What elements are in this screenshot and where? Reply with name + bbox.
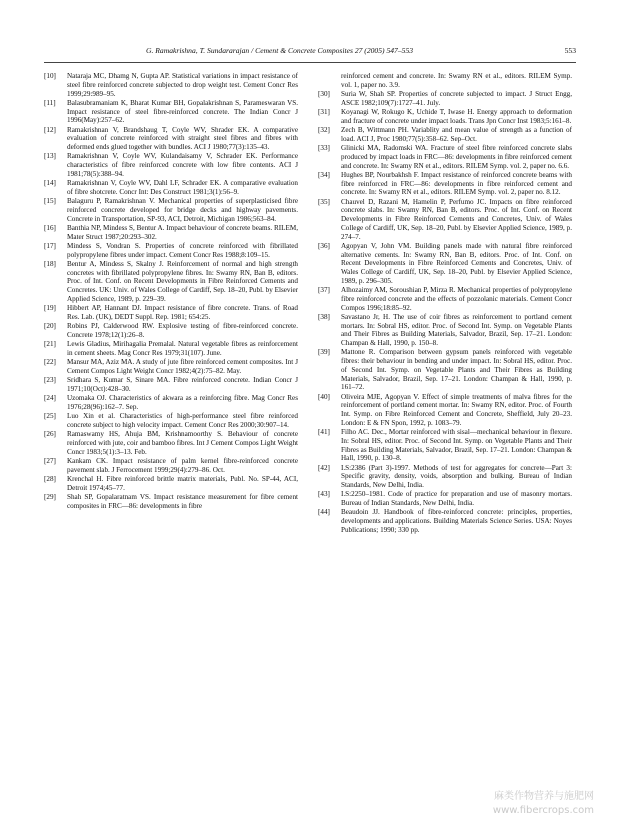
reference-item <box>44 430 298 456</box>
reference-text: Lewis Gladius, Mirihagalia Premalal. Natural vegetable fibres as reinforcement in cement sheets. Mag Concr Res 1979;31(107). June. <box>67 340 298 357</box>
reference-text: Mansur MA, Aziz MA. A study of jute fibre reinforced cement composites. Int J Cement Compos Light Weight Concr 1982;4(2):75–82. May. <box>67 358 298 375</box>
reference-text: Balasubramaniam K, Bharat Kumar BH, Gopalakrishnan S, Parameswaran VS. Impact resistance of steel fibre-reinforced concrete. The Indian Concr J 1996(May):257–62. <box>67 98 298 125</box>
reference-number: [23] <box>44 376 56 384</box>
reference-number: [26] <box>44 430 56 438</box>
reference-text: Filho AC. Dec., Mortar reinforced with sisal—mechanical behaviour in flexure. In: Sobral HS, editor. Proc. of Second Int. Symp. on Vegetable Plants and Their Fibres as Building Materials, Salvador, Brazil, Sep. 17–21. London: Champan & Hall, 1990, p. 130–8. <box>341 428 572 463</box>
reference-text: Ramakrishnan V, Brandshaug T, Coyle WV, Shrader EK. A comparative evaluation of concrete reinforced with straight steel fibres and fibres with deformed ends glued together with bundles. ACI J 1980;77(3):135–43. <box>67 125 298 151</box>
reference-text: Alhozaimy AM, Soroushian P, Mirza R. Mechanical properties of polypropylene fibre reinforced concrete and the effects of pozzolanic materials. Cement Concr Compos 1996;18:85–92. <box>341 286 572 312</box>
reference-number: [35] <box>318 197 330 206</box>
reference-item <box>44 394 298 412</box>
reference-text: Mindess S, Vondran S. Properties of concrete reinforced with fibrillated polypropylene fibres under impact. Cement Concr Res 1988;8:109–15. <box>67 241 298 259</box>
reference-text: Ramakrishnan V, Coyle WV, Dahl LF, Schrader EK. A comparative evaluation of fibre shotcrete. Concr Int: Des Construct 1981;3(1):56–9. <box>67 179 298 196</box>
reference-number: [10] <box>44 72 56 80</box>
reference-item <box>318 72 572 90</box>
reference-number: [33] <box>318 144 330 152</box>
reference-item <box>318 313 572 348</box>
reference-item <box>44 260 298 304</box>
reference-number: [34] <box>318 170 330 179</box>
running-head <box>0 46 620 58</box>
reference-text: Hibbert AP, Hannant DJ. Impact resistance of fibre concrete. Trans. of Road Res. Lab. (UK), DEDT Suppl. Rep. 1981; 654:25. <box>67 304 298 321</box>
reference-item <box>318 286 572 312</box>
reference-text: Nataraja MC, Dhamg N, Gupta AP. Statistical variations in impact resistance of steel fibre reinforced concrete subjected to drop weight test. Cement Concr Res 1999;29:989–95. <box>67 72 298 98</box>
watermark <box>493 790 594 818</box>
reference-number: [19] <box>44 304 56 312</box>
page-number: 553 <box>564 46 576 55</box>
reference-number: [30] <box>318 90 330 98</box>
reference-text: Chauvel D, Razani M, Hamelin P, Perfumo JC. Impacts on fibre reinforced concrete slabs. In: Swamy RN, Ban B, editors. Proc. of Int. Conf. on Recent Developments in Fibre Reinforced Cements and Concretes, Univ. of Wales College of Cardiff, UK, Sep. 18–20, Publ. by Elsevier Applied Science, 1989, p. 274–7. <box>341 197 572 241</box>
reference-text: Ramakrishnan V, Coyle WV, Kulandaisamy V, Schrader EK. Performance characteristics of fibre reinforced concrete with low fibre contents. ACI J 1981;78(5):388–94. <box>67 152 298 178</box>
reference-text: Ramaswamy HS, Ahuja BM, Krishnamoorthy S. Behaviour of concrete reinforced with jute, coir and bamboo fibres. Int J Cement Compos Light Weight Concr 1983;5(1):3–13. Feb. <box>67 430 298 456</box>
watermark-line-1: 麻类作物营养与施肥网 <box>494 791 594 802</box>
reference-item <box>44 412 298 430</box>
reference-text: Luo Xin et al. Characteristics of high-performance steel fibre reinforced concrete subject to high velocity impact. Cement Concr Res 2000;30:907–14. <box>67 412 298 429</box>
reference-item <box>318 171 572 197</box>
reference-text: Kankam CK. Impact resistance of palm kernel fibre-reinforced concrete pavement slab. J Ferrocement 1999;29(4):279–86. Oct. <box>67 456 298 474</box>
reference-text: Beaudoin JJ. Handbook of fibre-reinforced concrete: principles, properties, developments and applications. Building Materials Science Series. USA: Noyes Publications; 1990; 330 pp. <box>341 508 572 534</box>
reference-number: [41] <box>318 428 330 436</box>
reference-text: Balaguru P, Ramakrishnan V. Mechanical properties of superplasticised fibre reinforced concrete developed for bridge decks and highway pavements. Concrete in Transportation, SP-93, ACI, Detroit, Michigan 1986;563–84. <box>67 197 298 223</box>
reference-item <box>318 393 572 428</box>
reference-item <box>44 242 298 260</box>
reference-number: [22] <box>44 358 56 366</box>
reference-number: [29] <box>44 492 56 501</box>
reference-number: [15] <box>44 197 56 205</box>
reference-item <box>44 224 298 242</box>
reference-number: [24] <box>44 394 56 402</box>
reference-item <box>318 490 572 508</box>
reference-number: [39] <box>318 348 330 357</box>
references-left-column <box>44 72 298 511</box>
reference-text: Shah SP, Gopalaratnam VS. Impact resistance measurement for fibre cement composites in FRC—86: developments in fibre <box>67 492 298 510</box>
reference-item <box>44 197 298 223</box>
reference-item <box>44 493 298 511</box>
reference-text: Savastano Jr, H. The use of coir fibres as reinforcement to portland cement mortars. In: Sobral HS, editor. Proc. of Second Int. Symp. on Vegetable Plants and Their Fibres as Building Materials, Salvador, Brazil, Sep. 17–21. London: Champan & Hall, 1990, p. 150–8. <box>341 312 572 347</box>
reference-item <box>318 126 572 144</box>
reference-item <box>44 457 298 475</box>
reference-text: Zech B, Wittmann PH. Variablity and mean value of strength as a function of load. ACI J, Proc 1980;77(5):358–62. Sep–Oct. <box>341 126 572 143</box>
reference-item <box>44 340 298 358</box>
header-rule <box>44 62 576 63</box>
reference-text: Banthia NP, Mindess S, Bentur A. Impact behaviour of concrete beams. RILEM, Mater Struct 1987;20:293–302. <box>67 223 298 241</box>
reference-item <box>44 179 298 197</box>
reference-text: Sridhara S, Kumar S, Sinare MA. Fibre reinforced concrete. Indian Concr J 1971;10(Oct):428–30. <box>67 376 298 393</box>
reference-item <box>318 464 572 490</box>
reference-number: [14] <box>44 179 56 187</box>
reference-text: Oliveira MJE, Agopyan V. Effect of simple treatments of malva fibres for the reinforcement of portland cement mortar. In: Swamy RN, editor. Proc. of Fourth Int. Symp. on Fibre Reinforced Cement and Concrete, Sheffield, July 20–23. London: E & FN Spon, 1992, p. 1083–79. <box>341 392 572 427</box>
reference-text: Glinicki MA, Radomski WA. Fracture of steel fibre reinforced concrete slabs produced by impact loads in FRC—86: developments in fibre reinforced cement and concrete. In: Swamy RN et al., editors. RILEM Symp. vol. 2, paper no. 6.6. <box>341 144 572 170</box>
reference-number: [31] <box>318 108 330 116</box>
reference-number: [11] <box>44 98 56 107</box>
reference-text: Koyanagi W, Rokugo K, Uchide T, Iwase H. Energy approach to deformation and fracture of concrete under impact loads. Trans Jpn Concr Inst 1983;5:161–8. <box>341 108 572 125</box>
reference-number: [13] <box>44 152 56 161</box>
reference-number: [16] <box>44 223 56 232</box>
reference-number: [40] <box>318 392 330 401</box>
reference-item <box>318 348 572 392</box>
reference-number: [27] <box>44 456 56 465</box>
reference-number: [43] <box>318 490 330 499</box>
watermark-line-2: www.fibercrops.com <box>492 805 594 816</box>
reference-item <box>318 242 572 286</box>
reference-text: Krenchal H. Fibre reinforced brittle matrix materials, Publ. No. SP-44, ACI, Detroit 1974;45–77. <box>67 474 298 492</box>
reference-item <box>44 304 298 322</box>
reference-text: Uzomaka OJ. Characteristics of akwara as a reinforcing fibre. Mag Concr Res 1976;28(96):162–7. Sep. <box>67 394 298 411</box>
reference-item <box>44 152 298 178</box>
reference-text: Suria W, Shah SP. Properties of concrete subjected to impact. J Struct Engg, ASCE 1982;109(7):1727–41. July. <box>341 90 572 107</box>
reference-text: Agopyan V, John VM. Building panels made with natural fibre reinforced alternative cements. In: Swamy RN, Ban B, editors. Proc. of Int. Conf. on Recent Developments in Fibre Reinforced Cements and Concretes, Univ. of Wales College of Cardiff, UK, Sep. 18–20, Publ. by Elsevier Applied Science, 1989, p. 296–305. <box>341 241 572 285</box>
reference-item <box>44 99 298 125</box>
reference-text: I.S:2386 (Part 3)-1997. Methods of test for aggregates for concrete—Part 3: Specific gravity, density, voids, absorption and bulking. Bureau of Indian Standards, New Delhi, India. <box>341 463 572 489</box>
reference-number: [32] <box>318 126 330 134</box>
reference-number: [17] <box>44 241 56 250</box>
reference-item <box>44 72 298 98</box>
reference-text: I.S:2250–1981. Code of practice for preparation and use of masonry mortars. Bureau of Indian Standards, New Delhi, India. <box>341 490 572 507</box>
reference-text: Robins PJ, Calderwood RW. Explosive testing of fibre-reinforced concrete. Concrete 1978;12(1):26–8. <box>67 322 298 339</box>
reference-number: [21] <box>44 340 56 348</box>
reference-number: [18] <box>44 259 56 268</box>
reference-number: [28] <box>44 474 56 483</box>
reference-item <box>318 198 572 242</box>
reference-number: [25] <box>44 412 56 420</box>
reference-item <box>318 428 572 463</box>
reference-item <box>44 126 298 152</box>
reference-number: [44] <box>318 508 330 517</box>
reference-item <box>44 358 298 376</box>
reference-number: [42] <box>318 463 330 472</box>
reference-text: Mattone R. Comparison between gypsum panels reinforced with vegetable fibres: their behaviour in bending and under impact. In: Sobral HS, editor. Proc. of Second Int. Symp. on Vegetable Plants and Their Fibres as Building Materials, Salvador, Brazil, Sep. 17–21. London: Champan & Hall, 1990, p. 161–72. <box>341 348 572 392</box>
reference-item <box>44 322 298 340</box>
journal-citation-line: G. Ramakrishna, T. Sundararajan / Cement & Concrete Composites 27 (2005) 547–553 <box>146 46 414 55</box>
reference-item <box>318 90 572 108</box>
reference-number: [38] <box>318 312 330 321</box>
reference-item <box>318 108 572 126</box>
reference-text: reinforced cement and concrete. In: Swamy RN et al., editors. RILEM Symp. vol. 1, paper no. 3.9. <box>341 72 572 89</box>
reference-number: [36] <box>318 241 330 250</box>
reference-text: Hughes BP, Nourbakhsh F. Impact resistance of reinforced concrete beams with fibre reinforced in FRC—86: developments in fibre reinforced cement and concrete. In: Swamy RN et al., editors. RILEM Symp. vol. 2, paper no. 8.12. <box>341 170 572 197</box>
reference-item <box>44 376 298 394</box>
references-right-column <box>318 72 572 535</box>
reference-number: [37] <box>318 286 330 294</box>
reference-text: Bentur A, Mindess S, Skalny J. Reinforcement of normal and high strength concretes with fibrillated polypropylene fibres. In: Swamy RN, Ban B, editors. Proc. of Int. Conf. on Recent Developments in Fibre Reinforced Cements and Concretes. UK: Univ. of Wales College of Cardiff, Sep. 18–20, Publ. by Elsevier Applied Science, 1989, p. 229–39. <box>67 259 298 303</box>
reference-item <box>44 475 298 493</box>
reference-number: [20] <box>44 322 56 330</box>
reference-item <box>318 508 572 534</box>
reference-number: [12] <box>44 125 56 134</box>
reference-item <box>318 144 572 170</box>
